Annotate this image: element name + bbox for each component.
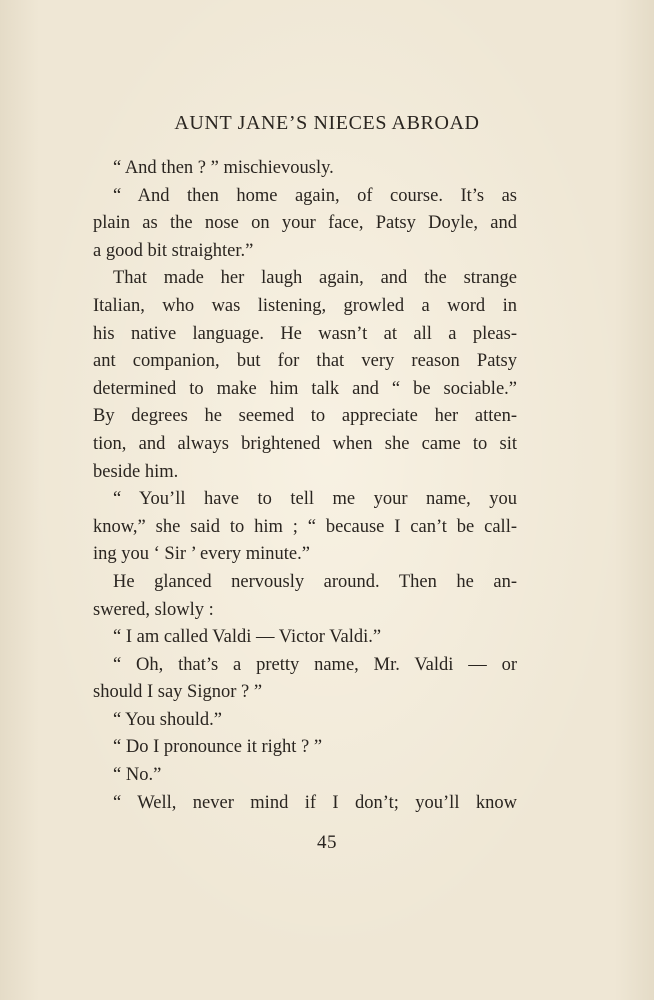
text-line: plain as the nose on your face, Patsy Doyle, and bbox=[93, 213, 517, 234]
text-line: “ You’ll have to tell me your name, you bbox=[113, 489, 517, 510]
text-line: his native language. He wasn’t at all a pleas- bbox=[93, 323, 517, 344]
text-line: determined to make him talk and “ be sociable.” bbox=[93, 378, 517, 399]
text-line: “ No.” bbox=[113, 765, 162, 786]
text-line: ing you ‘ Sir ’ every minute.” bbox=[93, 544, 310, 565]
text-line: tion, and always brightened when she came to sit bbox=[93, 433, 517, 454]
text-line: beside him. bbox=[93, 461, 179, 482]
text-line: He glanced nervously around. Then he an- bbox=[113, 571, 517, 592]
page-number: 45 bbox=[317, 832, 337, 853]
text-line: Italian, who was listening, growled a word in bbox=[93, 295, 517, 316]
text-line: “ Do I pronounce it right ? ” bbox=[113, 737, 323, 758]
text-line: “ And then ? ” mischievously. bbox=[113, 158, 334, 178]
text-line: “ Oh, that’s a pretty name, Mr. Valdi — or bbox=[113, 654, 517, 675]
text-line: a good bit straighter.” bbox=[93, 240, 254, 261]
text-line: “ You should.” bbox=[113, 709, 222, 730]
text-line: “ Well, never mind if I don’t; you’ll know bbox=[113, 792, 517, 813]
text-line: By degrees he seemed to appreciate her atten- bbox=[93, 406, 517, 427]
text-line: swered, slowly : bbox=[93, 599, 214, 620]
text-line: That made her laugh again, and the strange bbox=[113, 268, 517, 289]
text-line: should I say Signor ? ” bbox=[93, 682, 263, 703]
text-line: “ I am called Valdi — Victor Valdi.” bbox=[113, 627, 382, 648]
running-header: AUNT JANE’S NIECES ABROAD bbox=[174, 112, 480, 134]
text-line: “ And then home again, of course. It’s as bbox=[113, 185, 517, 206]
body-text bbox=[93, 155, 517, 817]
text-line: know,” she said to him ; “ because I can’t be call- bbox=[93, 516, 517, 537]
text-line: ant companion, but for that very reason Patsy bbox=[93, 351, 517, 372]
